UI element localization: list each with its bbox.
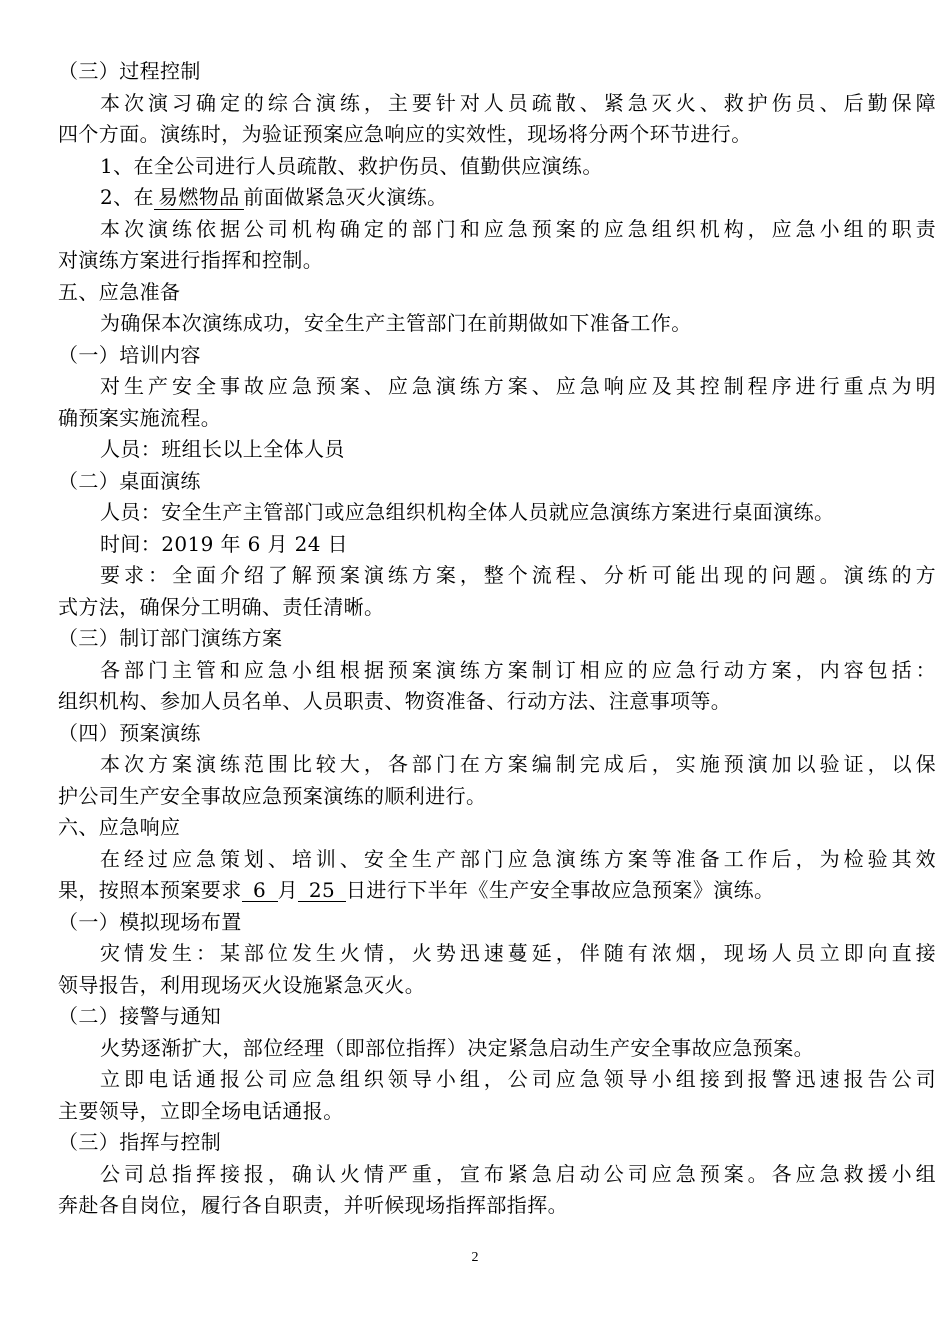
paragraph-line: 本次演练依据公司机构确定的部门和应急预案的应急组织机构，应急小组的职责 [100,216,936,241]
paragraph-line: 人员：安全生产主管部门或应急组织机构全体人员就应急演练方案进行桌面演练。 [100,500,835,524]
section-heading: （四）预案演练 [58,720,201,745]
paragraph-line: 各部门主管和应急小组根据预案演练方案制订相应的应急行动方案，内容包括： [100,657,936,682]
paragraph-line: 护公司生产安全事故应急预案演练的顺利进行。 [58,783,487,808]
paragraph-line: 主要领导，立即全场电话通报。 [58,1098,344,1123]
paragraph-line: 公司总指挥接报，确认火情严重，宣布紧急启动公司应急预案。各应急救援小组 [100,1161,936,1186]
section-heading: （一）模拟现场布置 [58,909,242,934]
paragraph-line: 在经过应急策划、培训、安全生产部门应急演练方案等准备工作后，为检验其效 [100,846,936,871]
list-item-prefix: 2、在 [100,185,154,209]
paragraph-line: 确预案实施流程。 [58,405,222,430]
paragraph-line: 领导报告，利用现场灭火设施紧急灭火。 [58,972,426,997]
paragraph-line [58,875,894,907]
text-segment: 月 [277,878,299,902]
day-blank: 25 [298,875,346,902]
paragraph-line: 奔赴各自岗位，履行各自职责，并听候现场指挥部指挥。 [58,1193,568,1217]
section-heading: （一）培训内容 [58,342,201,367]
section-heading: （二）桌面演练 [58,468,201,493]
list-item: 1、在全公司进行人员疏散、救护伤员、值勤供应演练。 [100,153,603,178]
paragraph-line: 人员：班组长以上全体人员 [100,437,345,461]
paragraph-line: 对生产安全事故应急预案、应急演练方案、应急响应及其控制程序进行重点为明 [100,374,936,398]
section-heading: 六、应急响应 [58,815,181,839]
section-heading: （三）指挥与控制 [58,1130,222,1154]
text-segment: 果，按照本预案要求 [58,878,242,902]
section-heading: （三）制订部门演练方案 [58,626,283,650]
paragraph-line: 对演练方案进行指挥和控制。 [58,248,324,272]
month-blank: 6 [242,875,278,902]
paragraph-line: 组织机构、参加人员名单、人员职责、物资准备、行动方法、注意事项等。 [58,689,732,713]
list-item-suffix: 前面做紧急灭火演练。 [243,185,448,209]
section-heading: （三）过程控制 [58,59,201,83]
paragraph-line: 为确保本次演练成功，安全生产主管部门在前期做如下准备工作。 [100,311,692,335]
section-heading: （二）接警与通知 [58,1004,222,1028]
paragraph-line: 本次演习确定的综合演练，主要针对人员疏散、紧急灭火、救护伤员、后勤保障 [100,90,936,115]
section-heading: 五、应急准备 [58,279,181,304]
document-body [58,56,936,1222]
paragraph-line: 灾情发生：某部位发生火情，火势迅速蔓延，伴随有浓烟，现场人员立即向直接 [100,941,936,965]
paragraph-line: 火势逐渐扩大，部位经理（即部位指挥）决定紧急启动生产安全事故应急预案。 [100,1035,814,1060]
paragraph-line: 式方法，确保分工明确、责任清晰。 [58,594,385,619]
paragraph-line: 四个方面。演练时，为验证预案应急响应的实效性，现场将分两个环节进行。 [58,122,752,146]
paragraph-line: 立即电话通报公司应急组织领导小组，公司应急领导小组接到报警迅速报告公司 [100,1067,936,1091]
paragraph-line: 时间：2019 年 6 月 24 日 [100,531,349,556]
list-item [58,182,894,214]
paragraph-line: 要求：全面介绍了解预案演练方案，整个流程、分析可能出现的问题。演练的方 [100,563,936,587]
text-segment: 日进行下半年《生产安全事故应急预案》演练。 [346,878,775,902]
paragraph-line: 本次方案演练范围比较大，各部门在方案编制完成后，实施预演加以验证，以保 [100,752,936,776]
page-number: 2 [471,1250,479,1265]
underlined-text: 易燃物品 [154,185,244,210]
